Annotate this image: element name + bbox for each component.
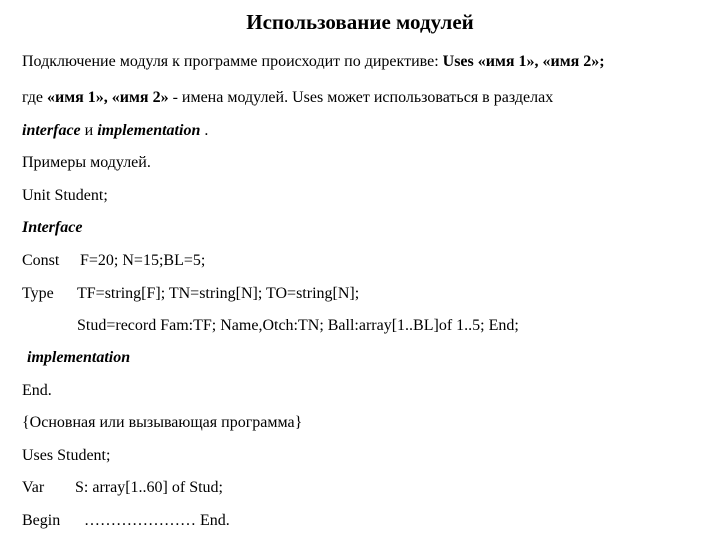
const-keyword: Const	[22, 252, 60, 269]
code-end-line: End.	[22, 382, 52, 399]
directive-intro-text: Подключение модуля к программе происходит по директиве:	[22, 53, 443, 70]
sections-dot: .	[200, 122, 209, 139]
code-uses-line: Uses Student;	[22, 447, 111, 464]
slide-title: Использование модулей	[246, 10, 474, 34]
code-begin-line	[22, 511, 702, 531]
code-comment-line: {Основная или вызывающая программа}	[22, 414, 303, 431]
names-suffix: - имена модулей. Uses может использоваться в разделах	[168, 89, 554, 106]
code-var-line	[22, 478, 702, 498]
code-record-line: Stud=record Fam:TF; Name,Otch:TN; Ball:array[1..BL]of 1..5; End;	[77, 317, 519, 334]
keyword-interface: interface	[22, 122, 81, 139]
text-line-directive	[22, 52, 605, 72]
type-body: TF=string[F]; TN=string[N]; TO=string[N];	[77, 285, 360, 302]
begin-body: ………………… End.	[84, 512, 230, 529]
conjunction-and: и	[80, 122, 98, 139]
text-line-module-names	[22, 88, 553, 108]
code-const-line	[22, 251, 702, 271]
var-keyword: Var	[22, 479, 45, 496]
code-unit-line: Unit Student;	[22, 187, 108, 204]
text-line-sections	[22, 121, 208, 141]
code-implementation-line: implementation	[27, 349, 131, 366]
keyword-implementation: implementation	[97, 122, 201, 139]
names-prefix: где	[22, 89, 48, 106]
var-body: S: array[1..60] of Stud;	[75, 479, 223, 496]
examples-heading: Примеры модулей.	[22, 154, 151, 171]
const-body: F=20; N=15;BL=5;	[80, 252, 206, 269]
uses-directive: Uses «имя 1», «имя 2»;	[442, 53, 605, 70]
type-keyword: Type	[22, 285, 54, 302]
code-type-line	[22, 284, 702, 304]
module-names: «имя 1», «имя 2»	[47, 89, 169, 106]
code-interface-line: Interface	[22, 219, 83, 236]
begin-keyword: Begin	[22, 512, 61, 529]
